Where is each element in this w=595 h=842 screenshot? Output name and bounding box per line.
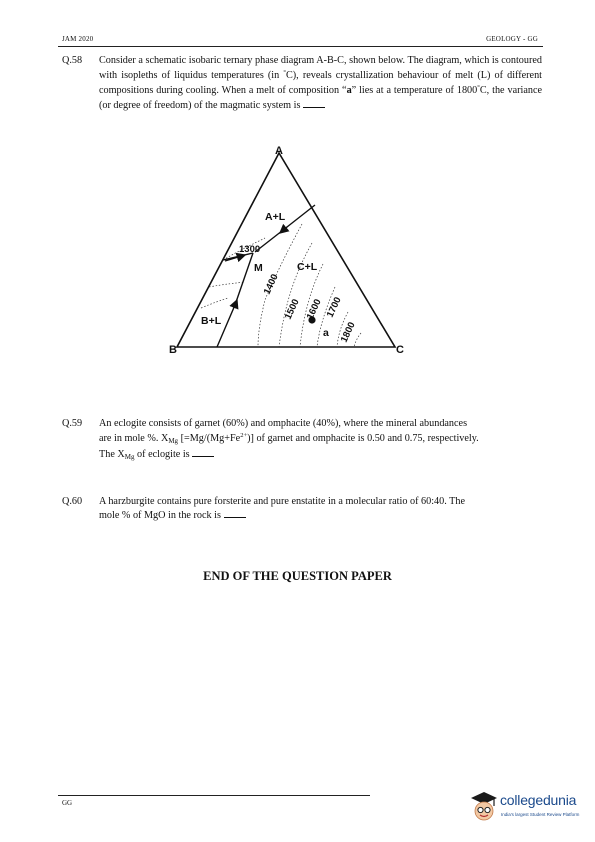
footer-code: GG (62, 799, 73, 807)
isotherm-label-1500: 1500 (282, 297, 302, 322)
header-paper-code: GEOLOGY - GG (486, 35, 538, 43)
field-c-liquid-label: C+L (297, 261, 318, 273)
question-58 (62, 55, 542, 112)
ternary-phase-diagram (165, 140, 415, 360)
isotherm-line (209, 282, 245, 287)
logo-brand-text: collegedunia (500, 792, 577, 808)
footer-divider (58, 795, 370, 796)
header-exam-name: JAM 2020 (62, 35, 94, 43)
question-text: A harzburgite contains pure forsterite and pure enstatite in a molecular ratio of 60:40. The mole % of MgO in the rock is (99, 496, 465, 522)
point-a-label: a (323, 327, 329, 339)
collegedunia-logo (470, 790, 590, 830)
logo-tagline: India's largest Student Review Platform (501, 812, 580, 817)
question-number: Q.60 (62, 496, 83, 507)
question-59 (62, 418, 542, 464)
cotectic-bm (217, 253, 253, 347)
isotherm-label-1800: 1800 (338, 320, 358, 345)
isotherm-line (201, 298, 228, 308)
answer-blank (192, 447, 214, 457)
header-divider (58, 46, 543, 47)
answer-blank (224, 508, 246, 518)
vertex-a-label: A (275, 145, 283, 157)
isotherm-line (279, 243, 312, 347)
vertex-b-label: B (169, 344, 177, 356)
field-a-liquid-label: A+L (265, 211, 286, 223)
question-text: An eclogite consists of garnet (60%) and omphacite (40%), where the mineral abundances are in mole %. $X_{Mg}$ $[=Mg/(Mg+Fe^{2+})]$ of garnet and omphacite is 0.50 and 0.75, respectively. The $X_{Mg}$ of eclogite is (99, 418, 479, 462)
question-text: Consider a schematic isobaric ternary phase diagram A-B-C, shown below. The diagram, which is contoured with isopleths of liquidus temperatures (in °C), reveals crystallization behaviour of melt (L) of different compositions during cooling. When a melt of composition “a” lies at a temperature of 1800°C, the variance (or degree of freedom) of the magmatic system is (99, 55, 543, 111)
question-60 (62, 496, 542, 522)
isotherm-line (354, 333, 361, 347)
point-m-label: M (254, 262, 263, 274)
mascot-icon (470, 790, 498, 824)
isotherm-label-1300: 1300 (239, 244, 261, 255)
question-number: Q.59 (62, 418, 83, 429)
vertex-c-label: C (396, 344, 404, 356)
isotherm-label-1700: 1700 (324, 295, 344, 320)
isotherm-label-1400: 1400 (261, 272, 281, 297)
answer-blank (303, 98, 325, 108)
end-of-paper-heading: END OF THE QUESTION PAPER (203, 569, 392, 583)
field-b-liquid-label: B+L (201, 315, 222, 327)
question-number: Q.58 (62, 55, 83, 66)
isotherm-label-1600: 1600 (304, 297, 324, 322)
